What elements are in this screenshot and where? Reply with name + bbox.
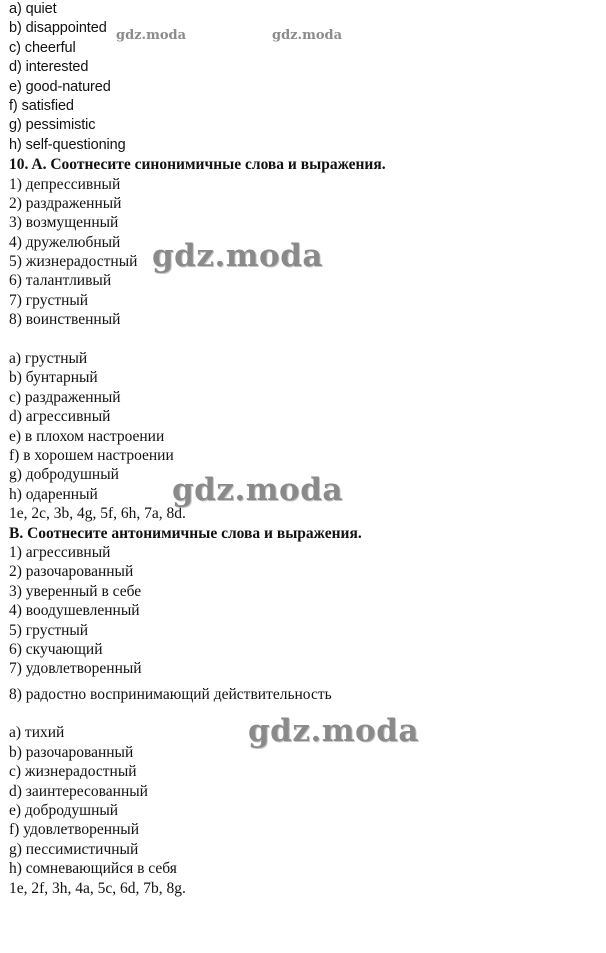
ex10a-item-2: 2) раздраженный — [9, 194, 122, 212]
ex10a-option-c: c) раздраженный — [9, 388, 121, 406]
ex10a-option-h: h) одаренный — [9, 485, 98, 503]
ex10b-option-e: e) добродушный — [9, 802, 119, 820]
ex10b-option-a: a) тихий — [9, 724, 65, 742]
ex10a-item-8: 8) воинственный — [9, 311, 121, 329]
ex9-option-f: f) satisfied — [9, 97, 74, 114]
ex9-option-g: g) pessimistic — [9, 117, 96, 134]
ex9-option-e: e) good-natured — [9, 78, 111, 95]
ex10a-item-4: 4) дружелюбный — [9, 233, 121, 251]
ex10b-option-d: d) заинтересованный — [9, 782, 148, 800]
ex10a-item-7: 7) грустный — [9, 291, 89, 309]
ex10a-item-3: 3) возмущенный — [9, 214, 119, 232]
ex10b-item-5: 5) грустный — [9, 621, 89, 639]
ex10a-option-d: d) агрессивный — [9, 408, 111, 426]
ex10b-item-8: 8) радостно воспринимающий действительность — [9, 685, 332, 703]
ex10b-items-list — [9, 543, 599, 679]
ex9-option-b: b) disappointed — [9, 20, 107, 37]
watermark-large-1: gdz.moda — [152, 238, 323, 274]
spacer — [9, 330, 599, 349]
ex10a-item-6: 6) талантливый — [9, 272, 112, 290]
ex10b-option-g: g) пессимистичный — [9, 840, 139, 858]
ex10a-heading: 10. A. Соотнесите синонимичные слова и выражения. — [9, 156, 386, 174]
ex9-option-a: a) quiet — [9, 1, 57, 17]
ex9-option-h: h) self-questioning — [9, 136, 126, 153]
ex10b-item-4: 4) воодушевленный — [9, 602, 140, 620]
watermark-small-1: gdz.moda — [116, 28, 187, 43]
ex10b-option-h: h) сомневающийся в себя — [9, 860, 177, 878]
ex10a-item-5: 5) жизнерадостный — [9, 253, 138, 271]
watermark-large-3: gdz.moda — [248, 713, 419, 749]
ex10b-heading: B. Соотнесите антонимичные слова и выражения. — [9, 524, 362, 542]
ex10a-option-g: g) добродушный — [9, 466, 119, 484]
ex10b-item-1: 1) агрессивный — [9, 543, 111, 561]
exercise-page — [9, 0, 599, 898]
ex10b-item-3: 3) уверенный в себе — [9, 582, 142, 600]
ex10b-item-6: 6) скучающий — [9, 640, 103, 658]
ex10a-option-e: e) в плохом настроении — [9, 427, 165, 445]
ex10b-item-2: 2) разочарованный — [9, 563, 134, 581]
ex10a-option-b: b) бунтарный — [9, 369, 98, 387]
watermark-small-2: gdz.moda — [272, 28, 343, 43]
ex10b-option-f: f) удовлетворенный — [9, 821, 140, 839]
ex9-options-list — [9, 0, 599, 155]
ex10a-items-list — [9, 175, 599, 330]
ex10a-option-f: f) в хорошем настроении — [9, 446, 174, 464]
spacer — [9, 704, 599, 723]
ex9-option-d: d) interested — [9, 59, 89, 76]
ex10a-option-a: a) грустный — [9, 350, 88, 368]
ex10a-answer: 1e, 2c, 3b, 4g, 5f, 6h, 7a, 8d. — [9, 505, 186, 523]
ex10b-item-7: 7) удовлетворенный — [9, 660, 142, 678]
ex10a-options-list — [9, 349, 599, 504]
ex10b-options-list — [9, 723, 599, 878]
ex10b-option-b: b) разочарованный — [9, 743, 134, 761]
ex9-option-c: c) cheerful — [9, 39, 76, 56]
ex10b-option-c: c) жизнерадостный — [9, 763, 137, 781]
ex10b-answer: 1e, 2f, 3h, 4a, 5c, 6d, 7b, 8g. — [9, 879, 186, 897]
ex10a-item-1: 1) депрессивный — [9, 175, 121, 193]
watermark-large-2: gdz.moda — [172, 472, 343, 508]
